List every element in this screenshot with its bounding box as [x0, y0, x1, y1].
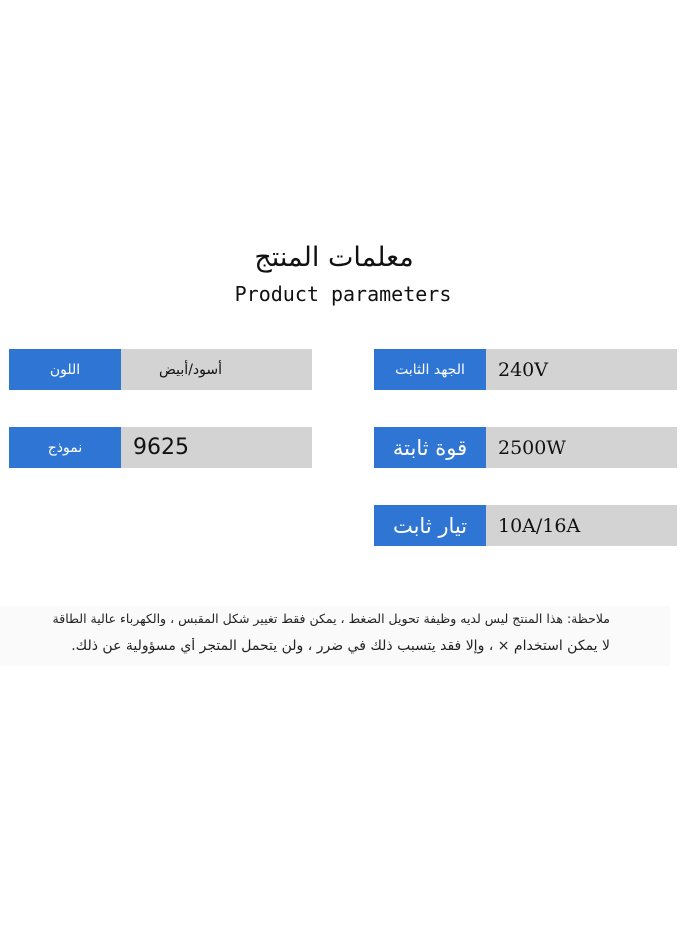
param-label-power: قوة ثابتة [374, 427, 486, 468]
param-row-voltage [374, 349, 677, 390]
param-row-current [374, 505, 677, 546]
param-label-voltage: الجهد الثابت [374, 349, 486, 390]
param-label-color: اللون [9, 349, 121, 390]
param-value-color: أسود/أبيض [121, 349, 312, 390]
param-value-voltage: 240V [486, 349, 677, 390]
param-label-model: نموذج [9, 427, 121, 468]
param-label-current: تيار ثابت [374, 505, 486, 546]
param-row-power [374, 427, 677, 468]
param-value-current: 10A/16A [486, 505, 677, 546]
param-row-color [9, 349, 312, 390]
param-row-model [9, 427, 312, 468]
param-value-model: 9625 [121, 427, 312, 468]
page-title-english: Product parameters [234, 282, 452, 306]
param-value-power: 2500W [486, 427, 677, 468]
page-title-arabic: معلمات المنتج [254, 242, 414, 273]
note-text-line-1: ملاحظة: هذا المنتج ليس لديه وظيفة تحويل الضغط ، يمكن فقط تغيير شكل المقبس ، والكهرباء عالية الطاقة [52, 611, 610, 626]
note-text-line-2: لا يمكن استخدام × ، وإلا فقد يتسبب ذلك في ضرر ، ولن يتحمل المتجر أي مسؤولية عن ذلك. [71, 638, 610, 654]
